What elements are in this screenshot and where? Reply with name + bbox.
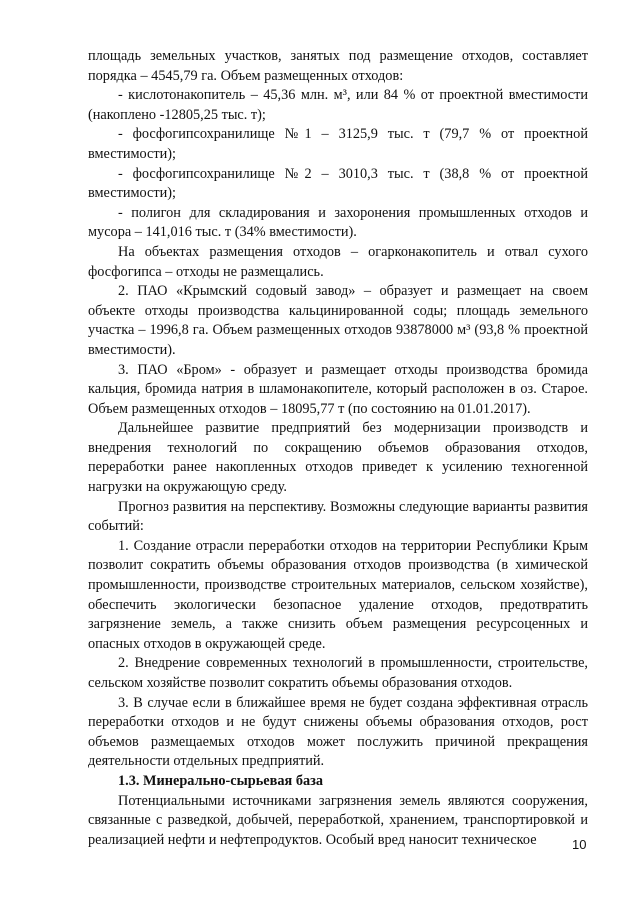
paragraph: 2. Внедрение современных технологий в промышленности, строительстве, сельском хозяйстве позволит сократить объемы образования отходов. <box>88 655 588 691</box>
section-heading: 1.3. Минерально-сырьевая база <box>118 772 324 789</box>
paragraph: 1. Создание отрасли переработки отходов на территории Республики Крым позволит сократить объемы образования отходов производства (в химической промышленности, производстве строительных материалов, сельском хозяйстве), обеспечить экологически безопасное удаление отходов, предотвратить загрязнение земель, а также снизить объем размещения ресурсоценных и опасных отходов в окружающей среде. <box>88 537 588 652</box>
paragraph: - фосфогипсохранилище №2 – 3010,3 тыс. т (38,8 % от проектной вместимости); <box>88 165 588 202</box>
paragraph: 2. ПАО «Крымский содовый завод» – образует и размещает на своем объекте отходы производства кальцинированной соды; площадь земельного участка – 1996,8 га. Объем размещенных отходов 93878000 м³ (93,8 % проектной вместимости). <box>88 283 588 358</box>
paragraph: площадь земельных участков, занятых под размещение отходов, составляет порядка – 4545,79 га. Объем размещенных отходов: <box>88 48 588 84</box>
paragraph: Потенциальными источниками загрязнения земель являются сооружения, связанные с разведкой, добычей, переработкой, хранением, транспортировкой и реализацией нефти и нефтепродуктов. Особый вред наносит техническое <box>88 792 588 848</box>
paragraph: - полигон для складирования и захоронения промышленных отходов и мусора – 141,016 тыс. т (34% вместимости). <box>88 204 588 241</box>
paragraph: Прогноз развития на перспективу. Возможны следующие варианты развития событий: <box>88 498 588 535</box>
paragraph: На объектах размещения отходов – огарконакопитель и отвал сухого фосфогипса – отходы не размещались. <box>88 243 588 280</box>
page-number: 10 <box>572 837 587 852</box>
paragraph: 3. В случае если в ближайшее время не будет создана эффективная отрасль переработки отходов и не будут снижены объемы образования отходов, рост объемов размещаемых отходов может послужить причиной прекращения деятельности отдельных предприятий. <box>88 694 588 770</box>
paragraph: 3. ПАО «Бром» - образует и размещает отходы производства бромида кальция, бромида натрия в шламонакопителе, который расположен в оз. Старое. Объем размещенных отходов – 18095,77 т (по состоянию на 01.01.2017). <box>88 361 588 417</box>
paragraph: - фосфогипсохранилище №1 – 3125,9 тыс. т (79,7 % от проектной вместимости); <box>88 126 588 162</box>
document-body <box>88 47 588 850</box>
paragraph: - кислотонакопитель – 45,36 млн. м³, или 84 % от проектной вместимости (накоплено -12805,25 тыс. т); <box>88 87 588 123</box>
paragraph: Дальнейшее развитие предприятий без модернизации производств и внедрения технологий по сокращению объемов образования отходов, переработки ранее накопленных отходов приведет к усилению техногенной нагрузки на окружающую среду. <box>88 420 588 496</box>
